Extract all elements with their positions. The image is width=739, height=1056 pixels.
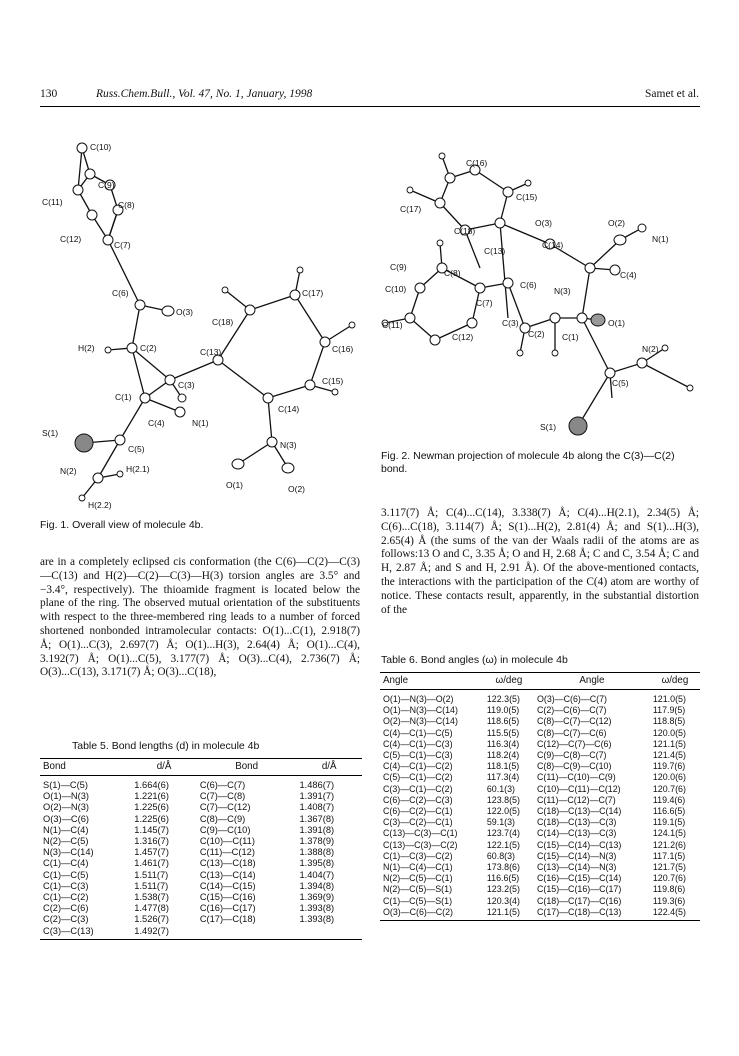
- table-row: [40, 914, 362, 925]
- table-cell-label: C(8)—C(9)—C(10): [536, 761, 612, 772]
- bond-angles-table: [380, 672, 700, 921]
- table-cell-value: 1.664(6): [134, 780, 169, 790]
- table-cell-label: C(14)—C(15): [199, 880, 256, 891]
- table-cell-label: N(1)—C(4)—C(1): [383, 862, 453, 873]
- fig1-label: C(15): [322, 376, 344, 386]
- table-cell-label: C(11)—C(10)—C(9): [536, 772, 616, 783]
- table-cell-value: 120.0(5): [652, 727, 686, 738]
- table-cell-value: 1.378(9): [299, 836, 335, 847]
- table-row: [40, 825, 362, 836]
- fig2-label: C(17): [400, 204, 422, 214]
- table-cell-label: C(5)—C(1)—C(2): [383, 772, 453, 783]
- table-cell-label: N(2)—C(5)—C(1): [383, 873, 453, 884]
- table-cell-label: C(9)—C(10): [199, 824, 251, 835]
- figure-2-caption-label: Fig. 2.: [381, 450, 411, 462]
- fig2-label: C(3): [502, 318, 519, 328]
- table-cell-value: 1.388(8): [299, 847, 335, 858]
- table-cell-value: 1.511(7): [134, 869, 169, 880]
- fig1-label: C(5): [128, 444, 145, 454]
- table-cell-label: C(6)—C(2)—C(3): [383, 794, 453, 805]
- table-row: [380, 690, 700, 706]
- journal-citation: [96, 88, 312, 100]
- column-header: ω/deg: [495, 675, 523, 686]
- fig2-label: C(10): [385, 284, 407, 294]
- table-6: [380, 672, 700, 921]
- figure-1-caption-label: Fig. 1.: [40, 519, 70, 531]
- table-cell-label: C(13)—C(3)—C(1): [383, 828, 458, 839]
- table-5-title: Table 5. Bond lengths (d) in molecule 4b: [72, 740, 260, 752]
- table-cell-value: 121.1(5): [652, 738, 686, 749]
- table-cell-value: 1.477(8): [134, 903, 169, 914]
- table-cell-label: C(3)—C(1)—C(2): [383, 783, 453, 794]
- table-cell-value: 1.461(7): [134, 858, 169, 869]
- figure-2-caption: [381, 450, 699, 476]
- table-cell-label: C(1)—C(2): [43, 892, 89, 903]
- table-cell-label: N(1)—C(4): [43, 824, 89, 835]
- fig1-label: C(10): [90, 142, 112, 152]
- fig2-label: N(1): [652, 234, 669, 244]
- table-cell-label: C(7)—C(8): [199, 791, 246, 802]
- table-cell-label: C(16)—C(17): [199, 903, 256, 914]
- table-cell-label: C(7)—C(12): [199, 802, 251, 813]
- table-cell-value: 118.2(4): [486, 750, 520, 761]
- table-cell-value: 120.0(6): [652, 772, 686, 783]
- table-cell-value: 118.1(5): [486, 761, 520, 772]
- table-cell-value: 59.1(3): [486, 817, 515, 828]
- fig2-label: C(4): [620, 270, 637, 280]
- table-cell-label: N(2)—C(5): [43, 836, 89, 847]
- table-cell-value: 173.8(6): [486, 862, 520, 873]
- table-row: [40, 836, 362, 847]
- table-cell-label: C(18)—C(13)—C(14): [536, 806, 622, 817]
- table-cell-value: 119.7(6): [652, 761, 686, 772]
- fig2-label: C(11): [382, 320, 403, 330]
- table-cell-value: 1.393(8): [299, 903, 335, 914]
- table-cell-label: O(1)—N(3)—C(14): [383, 705, 458, 716]
- table-cell-value: 118.6(5): [486, 716, 520, 727]
- table-cell-value: 1.316(7): [134, 836, 169, 847]
- table-cell-value: 1.395(8): [299, 858, 335, 869]
- table-cell-label: C(17)—C(18)—C(13): [536, 906, 622, 917]
- table-row: [380, 862, 700, 873]
- table-cell-label: C(11)—C(12)—C(7): [536, 794, 616, 805]
- table-cell-label: C(3)—C(2)—C(1): [383, 817, 453, 828]
- fig1-label: C(16): [332, 344, 354, 354]
- table-cell-label: O(2)—N(3): [43, 802, 89, 813]
- table-cell-value: 1.404(7): [299, 869, 335, 880]
- table-cell-value: 123.8(5): [486, 794, 520, 805]
- fig1-labels: [42, 142, 353, 510]
- fig1-label: C(12): [60, 234, 82, 244]
- table-cell-label: C(2)—C(6): [43, 903, 89, 914]
- table-cell-value: 116.6(5): [652, 806, 686, 817]
- table-cell-label: N(2)—C(5)—S(1): [383, 884, 453, 895]
- table-cell-label: C(14)—C(13)—C(3): [536, 828, 617, 839]
- table-cell-label: C(4)—C(1)—C(2): [383, 761, 453, 772]
- table-row: [380, 716, 700, 727]
- table-row: [40, 791, 362, 802]
- table-row: [380, 884, 700, 895]
- table-cell-value: 1.391(7): [299, 791, 335, 802]
- figure-2-caption-text: Newman projection of molecule 4b along the C(3)—C(2) bond.: [381, 450, 675, 475]
- fig1-label: C(9): [98, 180, 115, 190]
- table-header-row: [40, 759, 362, 776]
- table-cell-label: C(8)—C(7)—C(12): [536, 716, 612, 727]
- table-cell-value: 116.6(5): [486, 873, 520, 884]
- table-row: [380, 907, 700, 921]
- header-rule: [40, 106, 700, 107]
- table-cell-value: 117.9(5): [652, 705, 686, 716]
- table-cell-value: 1.457(7): [134, 847, 169, 858]
- table-cell-label: C(1)—C(5): [43, 869, 89, 880]
- figure-2-molecule-drawing: [380, 148, 700, 448]
- fig2-label: C(8): [444, 268, 461, 278]
- table-cell-value: 1.526(7): [134, 914, 169, 925]
- table-cell-value: 1.394(8): [299, 880, 335, 891]
- fig1-label: O(2): [288, 484, 305, 494]
- fig1-label: N(1): [192, 418, 209, 428]
- table-cell-value: 60.8(3): [486, 850, 515, 861]
- table-row: [380, 739, 700, 750]
- table-cell-label: O(1)—N(3): [43, 791, 89, 802]
- table-cell-value: 118.8(5): [652, 716, 686, 727]
- table-cell-label: C(2)—C(3): [43, 914, 89, 925]
- column-header: Angle: [383, 675, 409, 686]
- table-cell-value: 117.1(5): [652, 850, 686, 861]
- table-cell-label: O(3)—C(6): [43, 813, 89, 824]
- fig1-label: C(17): [302, 288, 324, 298]
- table-cell-label: C(10)—C(11): [199, 836, 255, 847]
- fig2-label: S(1): [540, 422, 557, 432]
- table-cell-label: C(17)—C(18): [199, 914, 256, 925]
- table-row: [40, 926, 362, 940]
- bond-lengths-table: [40, 758, 362, 940]
- table-row: [380, 772, 700, 783]
- table-row: [380, 840, 700, 851]
- table-cell-label: C(16)—C(15)—C(14): [536, 873, 622, 884]
- table-row: [380, 873, 700, 884]
- table-header-row: [380, 673, 700, 690]
- table-cell-label: O(3)—C(6)—C(7): [536, 694, 607, 704]
- table-row: [380, 705, 700, 716]
- table-cell-value: 1.492(7): [134, 925, 169, 936]
- table-cell-value: 123.7(4): [486, 828, 520, 839]
- table-cell-label: C(9)—C(8)—C(7): [536, 750, 607, 761]
- fig2-label: C(9): [390, 262, 407, 272]
- table-row: [40, 903, 362, 914]
- table-cell-label: C(1)—C(4): [43, 858, 89, 869]
- table-cell-value: 1.393(8): [299, 914, 335, 925]
- table-cell-value: 1.391(8): [299, 824, 335, 835]
- fig1-label: C(3): [178, 380, 195, 390]
- fig1-label: C(8): [118, 200, 135, 210]
- column-header: ω/deg: [661, 675, 689, 686]
- fig2-labels: [382, 158, 669, 432]
- fig2-label: C(14): [542, 240, 564, 250]
- table-cell-value: 122.3(5): [486, 694, 520, 704]
- table-cell-label: C(13)—C(14): [199, 869, 256, 880]
- fig1-label: C(2): [140, 343, 157, 353]
- table-cell-label: N(3)—C(14): [43, 847, 94, 858]
- fig2-label: N(2): [642, 344, 659, 354]
- table-cell-label: C(8)—C(7)—C(6): [536, 727, 607, 738]
- fig1-label: C(11): [42, 197, 63, 207]
- table-cell-value: 119.4(6): [652, 794, 686, 805]
- table-cell-value: 121.2(6): [652, 839, 686, 850]
- table-cell-label: C(4)—C(1)—C(3): [383, 738, 453, 749]
- table-cell-value: 115.5(5): [486, 727, 520, 738]
- fig2-label: O(3): [535, 218, 552, 228]
- fig1-label: C(6): [112, 288, 129, 298]
- table-cell-label: C(1)—C(5)—S(1): [383, 895, 453, 906]
- fig2-label: O(2): [608, 218, 625, 228]
- table-cell-label: C(13)—C(14)—N(3): [536, 862, 617, 873]
- fig2-label: C(7): [476, 298, 493, 308]
- table-cell-value: 1.367(8): [299, 813, 335, 824]
- table-cell-value: 1.225(6): [134, 802, 169, 813]
- table-row: [380, 795, 700, 806]
- table-cell-label: O(2)—N(3)—C(14): [383, 716, 458, 727]
- table-cell-value: 1.369(9): [299, 892, 335, 903]
- column-header: Bond: [43, 761, 66, 772]
- table-row: [40, 814, 362, 825]
- column-header: Angle: [579, 675, 605, 686]
- table-row: [380, 806, 700, 817]
- table-cell-label: C(3)—C(13): [43, 925, 94, 936]
- table-cell-label: [197, 926, 297, 940]
- table-cell-label: C(5)—C(1)—C(3): [383, 750, 453, 761]
- table-cell-label: C(18)—C(13)—C(3): [536, 817, 617, 828]
- table-cell-label: C(15)—C(14)—C(13): [536, 839, 622, 850]
- body-paragraph-right: 3.117(7) Å; C(4)...C(14), 3.338(7) Å; C(4)...H(2.1), 2.34(5) Å; C(6)...C(18), 3.114(7) Å; S(1)...H(2), 2.81(4) Å; and S(1)...H(3), 2.65(4) Å (the sums of the van der Waals radii of the atoms are as follows:13 O and C, 3.35 Å; O and H, 2.68 Å; C and C, 3.54 Å; C and H, 2.87 Å; and S and H, 2.91 Å). Of the above-mentioned contacts, the interactions with the participation of the C(4) atom are worthy of notice. These contacts result, apparently, in the substantial distortion of the: [381, 507, 699, 616]
- table-cell-label: C(2)—C(6)—C(7): [536, 705, 607, 716]
- fig2-label: C(6): [520, 280, 537, 290]
- figure-1-caption-text: Overall view of molecule 4b.: [72, 519, 204, 531]
- table-cell-label: C(15)—C(16)—C(17): [536, 884, 622, 895]
- fig2-label: O(1): [608, 318, 625, 328]
- fig1-label: N(3): [280, 440, 297, 450]
- table-row: [380, 784, 700, 795]
- table-cell-value: 120.3(4): [486, 895, 520, 906]
- fig1-label: S(1): [42, 428, 59, 438]
- fig1-label: C(13): [200, 347, 222, 357]
- table-6-title: Table 6. Bond angles (ω) in molecule 4b: [381, 654, 568, 666]
- table-row: [380, 896, 700, 907]
- body-paragraph-left: are in a completely eclipsed cis conformation (the C(6)—C(2)—C(3)—C(13) and H(2)—C(2)—C(3)—H(3) torsion angles are 3.5° and −3.4°, respectively). The thioamide fragment is located below the plane of the ring. The observed mutual orientation of the substituents with respect to the three-membered ring leads to a number of forced shortened nonbonded intramolecular contacts: O(1)...C(1), 2.918(7) Å; O(1)...C(3), 2.697(7) Å; O(1)...H(3), 2.64(4) Å; O(1)...C(4), 3.192(7) Å; O(1)...C(5), 3.177(7) Å; O(3)...C(4), 2.736(7) Å; O(3)...C(13), 3.171(7) Å; O(3)...C(18),: [40, 556, 360, 679]
- table-row: [380, 817, 700, 828]
- table-cell-label: C(12)—C(7)—C(6): [536, 738, 612, 749]
- table-cell-label: C(13)—C(3)—C(2): [383, 839, 458, 850]
- table-cell-value: 122.4(5): [652, 906, 686, 917]
- table-cell-label: S(1)—C(5): [43, 780, 88, 790]
- table-cell-value: 1.145(7): [134, 824, 169, 835]
- table-cell-value: 121.4(5): [652, 750, 686, 761]
- table-cell-value: [296, 926, 362, 940]
- table-row: [40, 892, 362, 903]
- fig1-label: H(2): [78, 343, 95, 353]
- figure-1-molecule-drawing: [40, 130, 370, 515]
- table-row: [40, 881, 362, 892]
- table-cell-value: 1.221(6): [134, 791, 169, 802]
- fig1-label: C(7): [114, 240, 131, 250]
- fig1-label: H(2.2): [88, 500, 112, 510]
- table-cell-value: 124.1(5): [652, 828, 686, 839]
- table-cell-value: 1.486(7): [299, 780, 335, 790]
- table-cell-label: C(15)—C(16): [199, 892, 256, 903]
- table-cell-value: 116.3(4): [486, 738, 520, 749]
- table-cell-value: 122.1(5): [486, 839, 520, 850]
- table-row: [40, 802, 362, 813]
- table-cell-value: 119.0(5): [486, 705, 520, 716]
- table-row: [380, 750, 700, 761]
- table-cell-value: 120.7(6): [652, 873, 686, 884]
- fig1-label: C(14): [278, 404, 300, 414]
- table-cell-label: C(13)—C(18): [199, 858, 256, 869]
- table-cell-value: 117.3(4): [486, 772, 520, 783]
- fig1-label: H(2.1): [126, 464, 150, 474]
- table-cell-label: C(6)—C(2)—C(1): [383, 806, 453, 817]
- table-row: [40, 776, 362, 792]
- fig2-label: C(15): [516, 192, 538, 202]
- table-cell-value: 120.7(6): [652, 783, 686, 794]
- table-cell-value: 121.0(5): [652, 694, 686, 704]
- fig1-label: C(18): [212, 317, 234, 327]
- fig2-atoms: [382, 153, 693, 435]
- fig2-label: C(12): [452, 332, 474, 342]
- fig1-label: C(1): [115, 392, 132, 402]
- running-authors: Samet et al.: [645, 88, 699, 100]
- fig2-label: C(16): [466, 158, 488, 168]
- table-cell-value: 123.2(5): [486, 884, 520, 895]
- table-cell-label: C(1)—C(3): [43, 880, 89, 891]
- column-header: d/Å: [321, 761, 337, 772]
- column-header: Bond: [235, 761, 259, 772]
- table-5: [40, 758, 362, 940]
- table-cell-value: 1.538(7): [134, 892, 169, 903]
- page-number: 130: [40, 88, 58, 100]
- table-cell-label: C(18)—C(17)—C(16): [536, 895, 622, 906]
- fig2-label: N(3): [554, 286, 571, 296]
- table-row: [380, 728, 700, 739]
- table-cell-value: 1.511(7): [134, 880, 169, 891]
- table-cell-value: 122.0(5): [486, 806, 520, 817]
- fig2-label: C(5): [612, 378, 629, 388]
- fig2-label: C(2): [528, 329, 545, 339]
- table-cell-label: C(6)—C(7): [199, 780, 246, 790]
- table-cell-label: C(1)—C(3)—C(2): [383, 850, 453, 861]
- fig1-label: C(4): [148, 418, 165, 428]
- table-cell-value: 121.7(5): [652, 862, 686, 873]
- fig1-label: O(3): [176, 307, 193, 317]
- table-cell-label: C(11)—C(12): [199, 847, 255, 858]
- table-cell-value: 1.225(6): [134, 813, 169, 824]
- fig1-label: N(2): [60, 466, 77, 476]
- fig1-label: O(1): [226, 480, 243, 490]
- table-cell-label: C(4)—C(1)—C(5): [383, 727, 453, 738]
- journal-citation-text: Russ.Chem.Bull., Vol. 47, No. 1, January, 1998: [96, 88, 313, 100]
- fig2-label: C(1): [562, 332, 579, 342]
- table-cell-label: C(15)—C(14)—N(3): [536, 850, 617, 861]
- fig2-bonds: [385, 156, 690, 426]
- table-row: [40, 858, 362, 869]
- table-cell-value: 119.3(6): [652, 895, 686, 906]
- fig2-label: C(18): [454, 226, 476, 236]
- table-row: [40, 847, 362, 858]
- table-row: [380, 851, 700, 862]
- table-row: [40, 870, 362, 881]
- table-row: [380, 761, 700, 772]
- table-cell-label: C(10)—C(11)—C(12): [536, 783, 621, 794]
- table-cell-value: 60.1(3): [486, 783, 515, 794]
- table-cell-value: 121.1(5): [486, 906, 520, 917]
- table-cell-value: 119.1(5): [652, 817, 686, 828]
- table-cell-label: O(3)—C(6)—C(2): [383, 906, 454, 917]
- table-cell-label: C(8)—C(9): [199, 813, 246, 824]
- table-cell-label: O(1)—N(3)—O(2): [383, 694, 454, 704]
- fig2-label: C(13): [484, 246, 506, 256]
- table-cell-value: 1.408(7): [299, 802, 335, 813]
- column-header: d/Å: [156, 761, 172, 772]
- figure-1-caption: [40, 519, 360, 532]
- table-cell-value: 119.8(6): [652, 884, 686, 895]
- table-row: [380, 828, 700, 839]
